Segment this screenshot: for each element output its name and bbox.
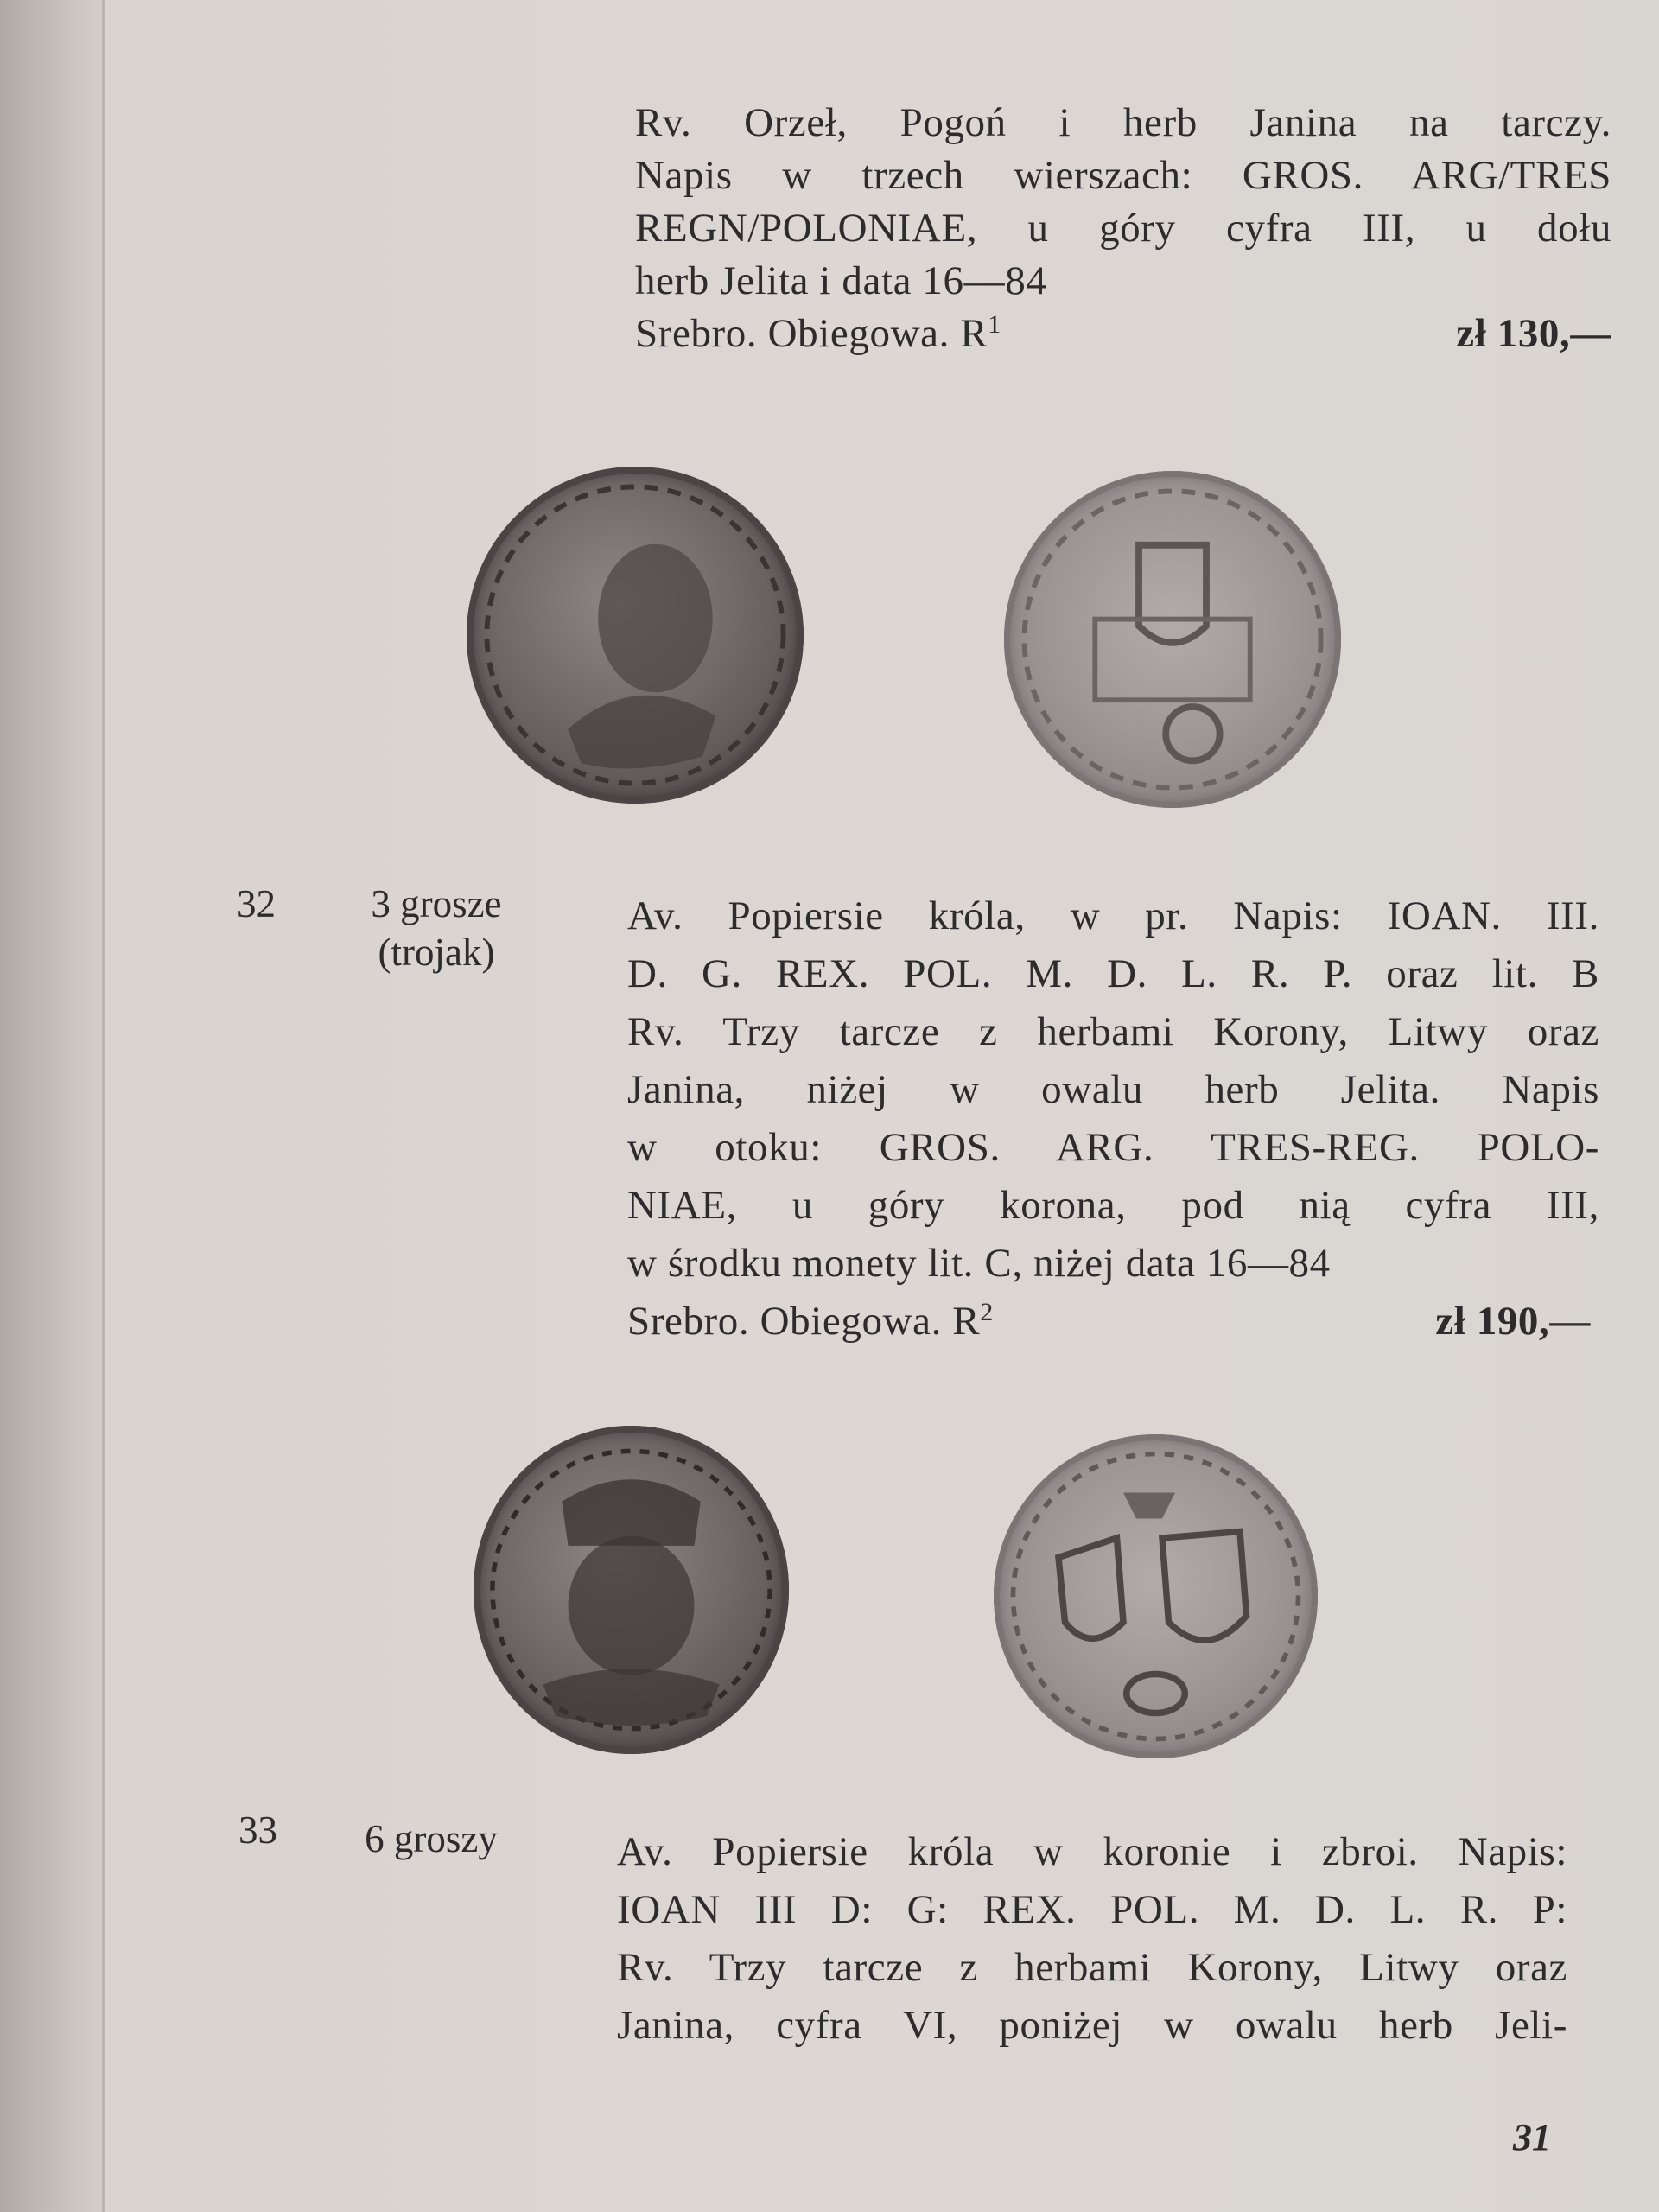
entry-32-denomination xyxy=(337,880,536,976)
entry-top-rarity: 1 xyxy=(988,310,1001,339)
entry-32-status: Srebro. Obiegowa. $R^2$ xyxy=(627,1298,994,1344)
entry-32-denomination-alt: (trojak) xyxy=(378,931,495,974)
entry-32-line-4: Janina, niżej w owalu herb Jelita. Napis xyxy=(627,1067,1599,1112)
entry-top-status-row xyxy=(635,308,1611,360)
entry-32-number: 32 xyxy=(237,882,276,925)
entry-top-line-2: Napis w trzech wierszach: GROS. ARG/TRES xyxy=(635,153,1611,198)
entry-top-line-4: herb Jelita i data 16—84 xyxy=(635,258,1047,303)
page-number: 31 xyxy=(1513,2116,1551,2158)
entry-32-denomination-name: 3 grosze xyxy=(371,882,502,925)
entry-top-line-1: Rv. Orzeł, Pogoń i herb Janina na tarczy. xyxy=(635,100,1611,145)
entry-33-line-2: IOAN III D: G: REX. POL. M. D. L. R. P: xyxy=(617,1887,1567,1932)
coin-top-obverse-image xyxy=(467,467,804,804)
coin-32-reverse-relief xyxy=(994,1434,1318,1758)
entry-32-line-1: Av. Popiersie króla, w pr. Napis: IOAN. III. xyxy=(627,893,1599,938)
coin-top-obverse-relief xyxy=(467,467,804,804)
coin-32-reverse-image xyxy=(994,1434,1318,1758)
entry-33-description xyxy=(617,1823,1567,2055)
entry-32-line-5: w otoku: GROS. ARG. TRES-REG. POLO- xyxy=(627,1125,1599,1170)
entry-33-number: 33 xyxy=(238,1808,277,1852)
page-gutter-edge xyxy=(102,0,105,2212)
entry-top-line-3: REGN/POLONIAE, u góry cyfra III, u dołu xyxy=(635,206,1611,251)
entry-32-price: zł 190,— xyxy=(1435,1299,1591,1344)
entry-32-description xyxy=(627,887,1599,1351)
coin-top-reverse-image xyxy=(1004,471,1341,808)
entry-32-rarity: 2 xyxy=(980,1298,994,1326)
book-spine-shadow xyxy=(0,0,104,2212)
entry-32-line-3: Rv. Trzy tarcze z herbami Korony, Litwy oraz xyxy=(627,1009,1599,1054)
coin-top-reverse-relief xyxy=(1004,471,1341,808)
entry-32-line-6: NIAE, u góry korona, pod nią cyfra III, xyxy=(627,1183,1599,1228)
entry-top-description xyxy=(635,97,1611,360)
entry-top-price: zł 130,— xyxy=(1456,311,1611,356)
entry-top-status: Srebro. Obiegowa. $R^1$ xyxy=(635,310,1001,356)
entry-33-line-1: Av. Popiersie króla w koronie i zbroi. Napis: xyxy=(617,1829,1567,1874)
entry-32-line-2: D. G. REX. POL. M. D. L. R. P. oraz lit. B xyxy=(627,951,1599,996)
coin-32-obverse-image xyxy=(474,1426,789,1754)
entry-33-line-4: Janina, cyfra VI, poniżej w owalu herb Jeli- xyxy=(617,2003,1567,2048)
entry-33-denomination-name: 6 groszy xyxy=(365,1817,498,1860)
entry-33-denomination xyxy=(340,1815,522,1863)
entry-32-status-row xyxy=(627,1293,1591,1351)
coin-32-obverse-relief xyxy=(474,1426,789,1754)
entry-33-line-3: Rv. Trzy tarcze z herbami Korony, Litwy oraz xyxy=(617,1945,1567,1990)
entry-32-line-7: w środku monety lit. C, niżej data 16—84 xyxy=(627,1241,1331,1286)
